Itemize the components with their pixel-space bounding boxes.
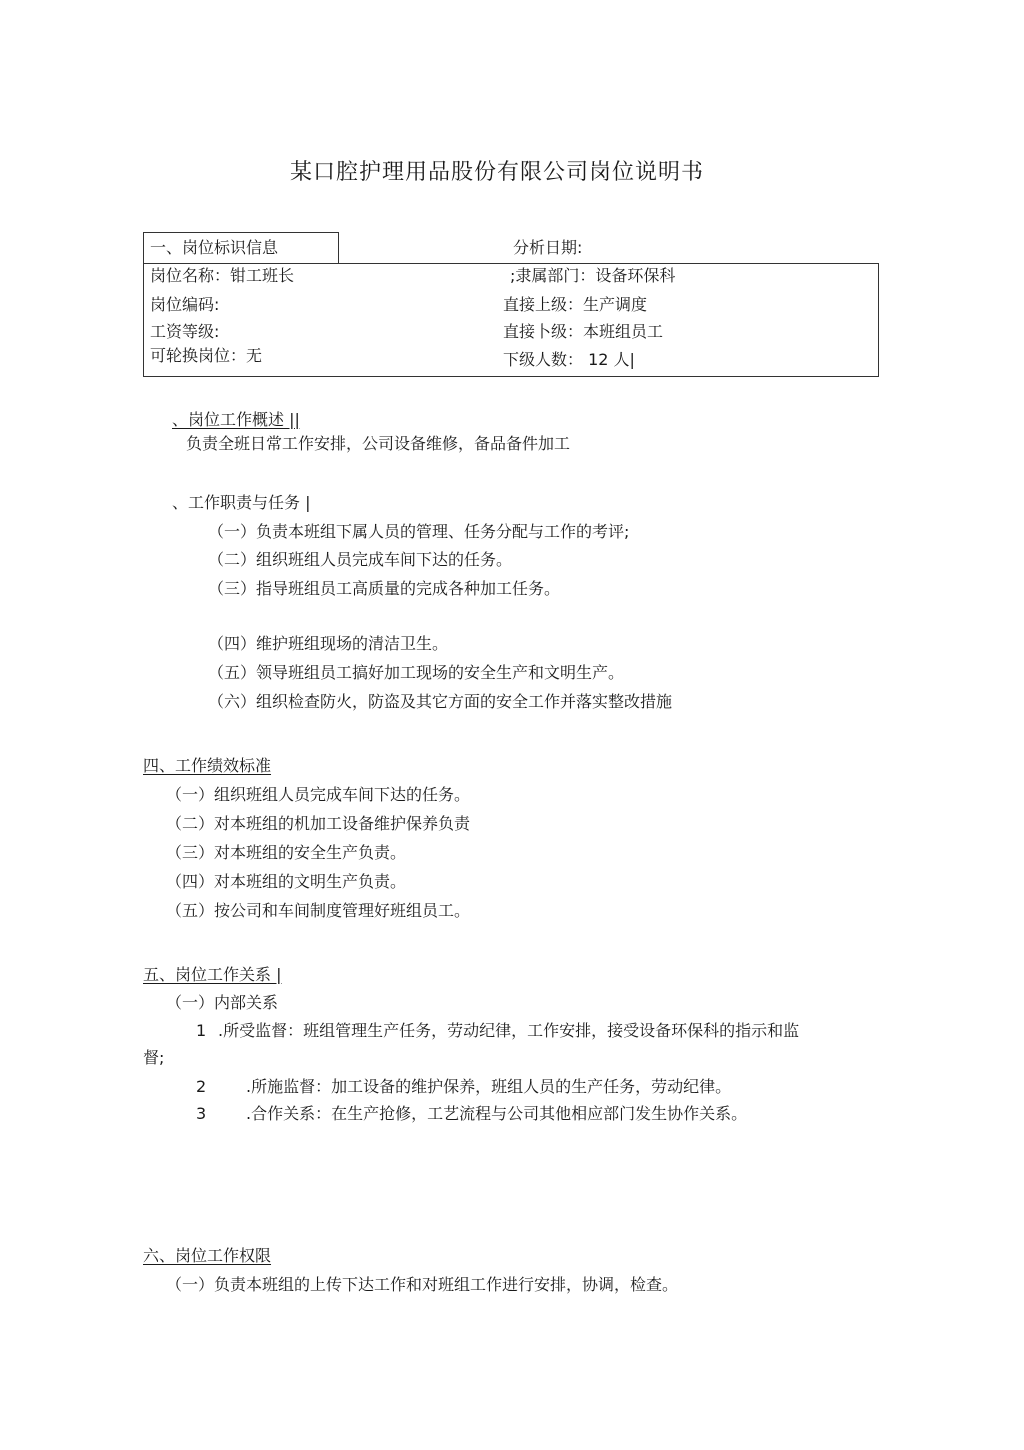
section3-heading: 、工作职责与任务 | xyxy=(172,493,311,512)
standard-item: （三）对本班组的安全生产负责。 xyxy=(166,843,407,862)
subordinate-count: 下级人数： 12 人| xyxy=(503,350,635,369)
duty-item: （一）负责本班组下属人员的管理、任务分配与工作的考评; xyxy=(208,522,630,541)
relation-1-number: 1 xyxy=(196,1021,207,1040)
section6-heading: 六、岗位工作权限 xyxy=(143,1246,272,1265)
duty-item: （二）组织班组人员完成车间下达的任务。 xyxy=(208,550,513,569)
relation-2-text: .所施监督：加工设备的维护保养，班组人员的生产任务，劳动纪律。 xyxy=(246,1077,732,1096)
internal-relations: （一）内部关系 xyxy=(166,993,279,1012)
direct-superior: 直接上级：生产调度 xyxy=(503,295,648,314)
duty-item: （五）领导班组员工搞好加工现场的安全生产和文明生产。 xyxy=(208,663,625,682)
section2-heading: 、岗位工作概述 || xyxy=(172,410,300,429)
duty-item: （三）指导班组员工高质量的完成各种加工任务。 xyxy=(208,579,561,598)
department: ;隶属部门：设备环保科 xyxy=(510,266,676,285)
standard-item: （二）对本班组的机加工设备维护保养负责 xyxy=(166,814,471,833)
duty-item: （四）维护班组现场的清洁卫生。 xyxy=(208,634,449,653)
relation-3-number: 3 xyxy=(196,1104,207,1123)
page-title: 某口腔护理用品股份有限公司岗位说明书 xyxy=(290,160,705,185)
section5-heading: 五、岗位工作关系 | xyxy=(143,965,282,984)
rotation-position: 可轮换岗位：无 xyxy=(150,346,263,365)
relation-1-text: .所受监督：班组管理生产任务，劳动纪律，工作安排，接受设备环保科的指示和监 xyxy=(218,1021,800,1040)
direct-subordinate: 直接卜级：本班组员工 xyxy=(503,322,664,341)
standard-item: （一）组织班组人员完成车间下达的任务。 xyxy=(166,785,471,804)
duty-item: （六）组织检查防火，防盗及其它方面的安全工作并落实整改措施 xyxy=(208,692,673,711)
section2-text: 负责全班日常工作安排，公司设备维修，备品备件加工 xyxy=(186,434,571,453)
section1-heading: 一、岗位标识信息 xyxy=(150,238,279,257)
standard-item: （四）对本班组的文明生产负责。 xyxy=(166,872,407,891)
relation-1-continued: 督; xyxy=(143,1048,165,1067)
standard-item: （五）按公司和车间制度管理好班组员工。 xyxy=(166,901,471,920)
salary-grade: 工资等级: xyxy=(150,322,220,341)
authority-item: （一）负责本班组的上传下达工作和对班组工作进行安排，协调，检查。 xyxy=(166,1275,679,1294)
position-name: 岗位名称：钳工班长 xyxy=(150,266,295,285)
relation-2-number: 2 xyxy=(196,1077,207,1096)
relation-3-text: .合作关系：在生产抢修，工艺流程与公司其他相应部门发生协作关系。 xyxy=(246,1104,748,1123)
analysis-date-label: 分析日期: xyxy=(513,238,583,257)
position-code: 岗位编码: xyxy=(150,295,220,314)
section4-heading: 四、工作绩效标准 xyxy=(143,756,272,775)
